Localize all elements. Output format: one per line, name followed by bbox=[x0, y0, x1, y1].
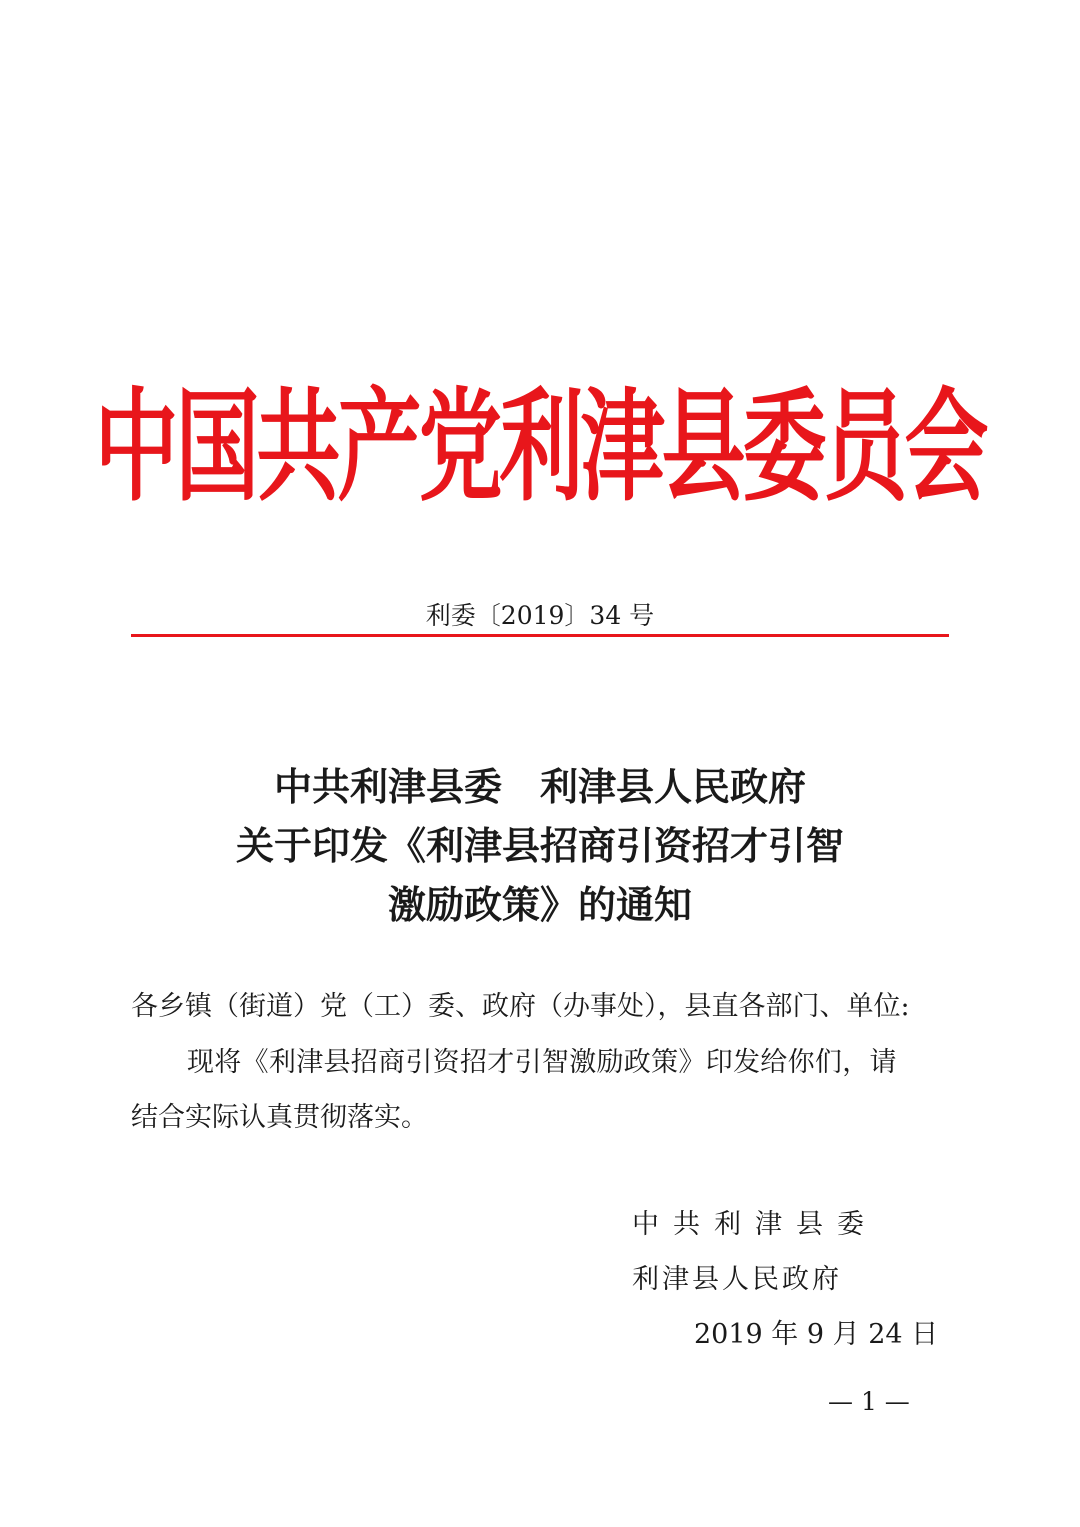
signature-date: 2019 年 9 月 24 日 bbox=[694, 1319, 939, 1350]
title-line-1: 中共利津县委 利津县人民政府 bbox=[273, 764, 806, 809]
document-title bbox=[0, 757, 1080, 934]
body-line-2: 结合实际认真贯彻落实。 bbox=[131, 1102, 428, 1133]
signature-org-government: 利津县人民政府 bbox=[632, 1264, 842, 1295]
title-line-2: 关于印发《利津县招商引资招才引智 bbox=[235, 823, 844, 868]
body-line-1: 现将《利津县招商引资招才引智激励政策》印发给你们，请 bbox=[187, 1047, 897, 1078]
signature-org-party-committee: 中共利津县委 bbox=[632, 1209, 878, 1240]
title-line-3: 激励政策》的通知 bbox=[387, 882, 692, 927]
page-number: — 1 — bbox=[828, 1387, 910, 1416]
signature-block bbox=[632, 1197, 938, 1362]
body-paragraph bbox=[131, 1035, 949, 1145]
masthead-issuer: 中国共产党利津县委员会 bbox=[94, 375, 986, 519]
document-number: 利委〔2019〕34 号 bbox=[425, 601, 655, 630]
salutation: 各乡镇（街道）党（工）委、政府（办事处），县直各部门、单位: bbox=[131, 991, 910, 1022]
red-divider-line bbox=[131, 634, 949, 637]
